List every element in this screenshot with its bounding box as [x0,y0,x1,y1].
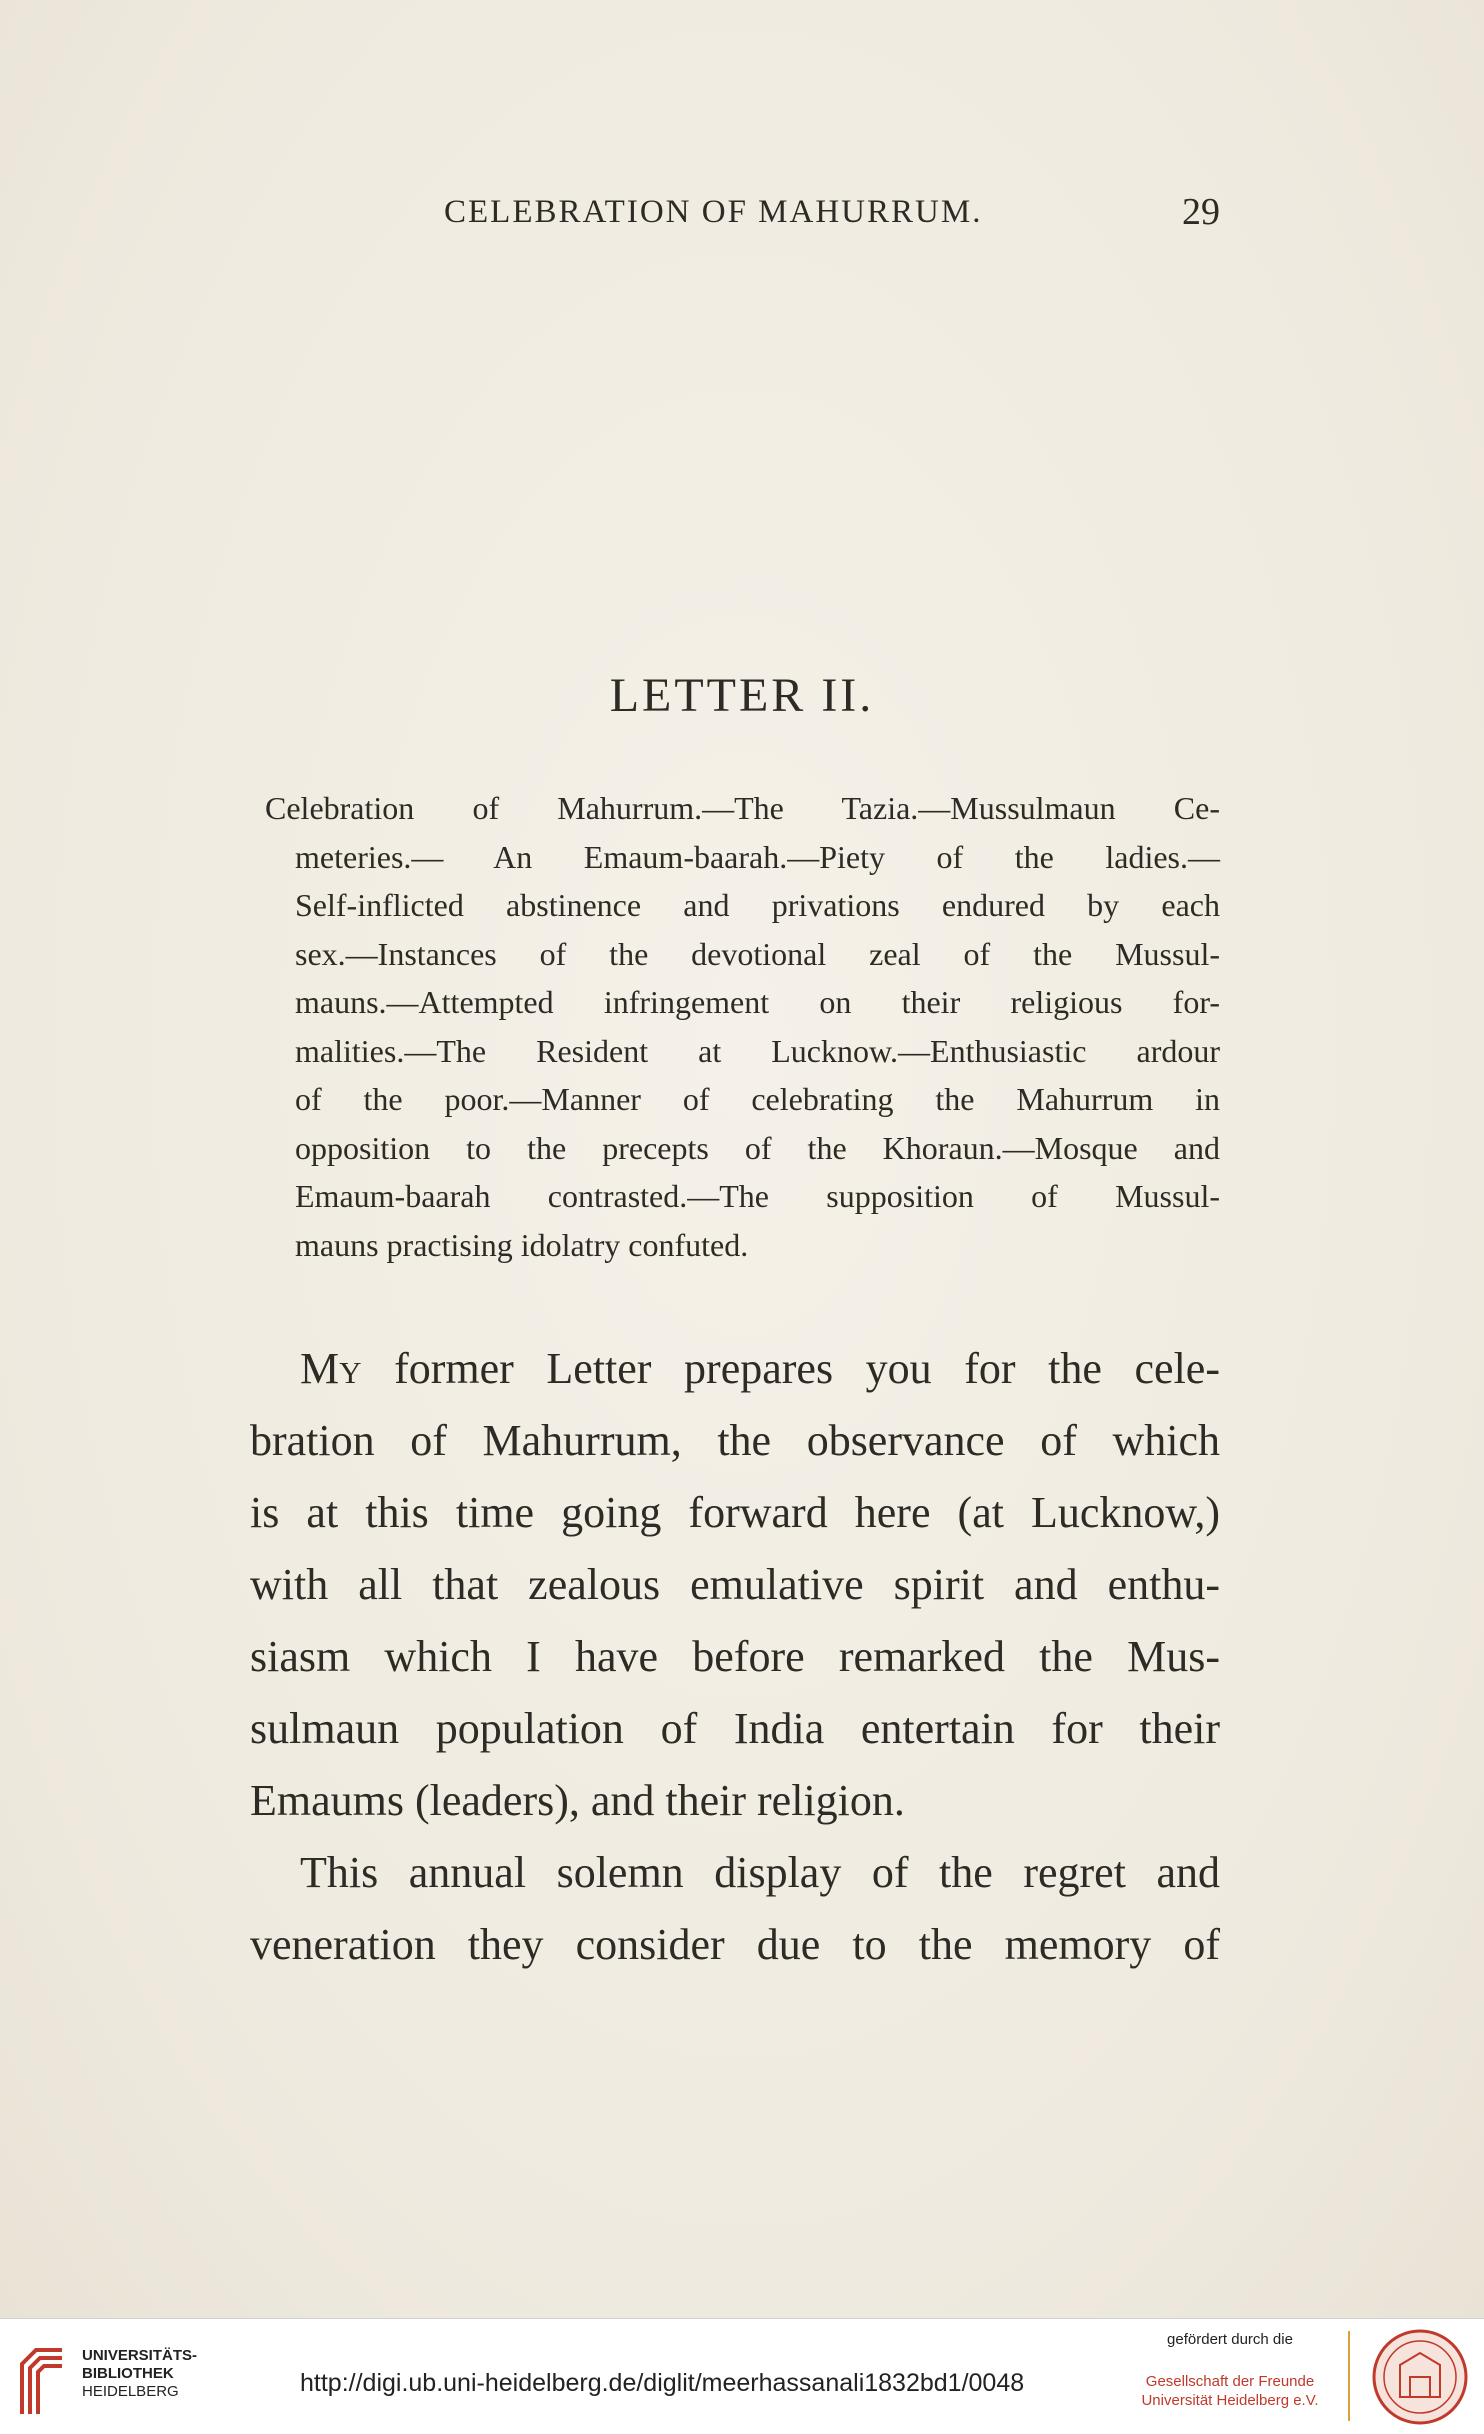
university-seal-icon [1370,2327,1470,2427]
body-line-rest: former Letter prepares you for the cele- [361,1344,1220,1393]
running-head [440,190,1220,240]
summary-line: mauns.—Attempted infringement on their religious for- [295,984,1220,1020]
sponsor-name-line: Universität Heidelberg e.V. [1141,2392,1319,2409]
summary-line: meteries.— An Emaum-baarah.—Piety of the ladies.— [295,838,1220,875]
body-line: This annual solemn display of the regret and [300,1848,1220,1897]
body-line: veneration they consider due to the memory of [250,1920,1220,1969]
library-name-line: HEIDELBERG [82,2383,179,2400]
body-line [250,1333,1220,1405]
body-line: is at this time going forward here (at Lucknow,) [250,1488,1220,1537]
summary-line: malities.—The Resident at Lucknow.—Enthusiastic ardour [295,1032,1220,1069]
dropcap-word: My [300,1344,362,1393]
body-line: Emaums (leaders), and their religion. [250,1776,905,1825]
library-name-line: BIBLIOTHEK [82,2365,174,2382]
letter-heading: LETTER II. [609,669,875,722]
sponsor-block [1120,2331,1340,2410]
sponsor-intro: gefördert durch die [1167,2331,1293,2348]
page-number: 29 [1182,191,1220,233]
digitization-footer [0,2318,1484,2434]
footer-divider [1348,2331,1350,2421]
summary-line: Self-inflicted abstinence and privations endured by each [295,887,1220,923]
library-name-line: UNIVERSITÄTS- [82,2347,198,2364]
summary-line: Emaum-baarah contrasted.—The supposition of Mussul- [295,1178,1220,1214]
library-name [82,2347,197,2401]
body-text [250,1333,1220,1981]
body-line: bration of Mahurrum, the observance of which [250,1416,1220,1465]
library-logo-icon [16,2344,68,2416]
body-line: sulmaun population of India entertain for their [250,1704,1220,1753]
running-title: CELEBRATION OF MAHURRUM. [444,194,983,230]
summary-line: opposition to the precepts of the Khoraun.—Mosque and [295,1129,1220,1166]
summary-line: mauns practising idolatry confuted. [295,1226,749,1263]
summary-line: Celebration of Mahurrum.—The Tazia.—Mussulmaun Ce- [265,790,1220,826]
sponsor-name-line: Gesellschaft der Freunde [1145,2373,1315,2390]
summary-line: sex.—Instances of the devotional zeal of the Mussul- [295,935,1220,972]
body-line: with all that zealous emulative spirit and enthu- [250,1560,1220,1609]
chapter-summary [265,784,1220,1269]
body-line: siasm which I have before remarked the Mus- [250,1632,1220,1681]
permalink-url[interactable]: http://digi.ub.uni-heidelberg.de/diglit/meerhassanali1832bd1/0048 [300,2369,1025,2397]
summary-line: of the poor.—Manner of celebrating the Mahurrum in [295,1081,1220,1117]
